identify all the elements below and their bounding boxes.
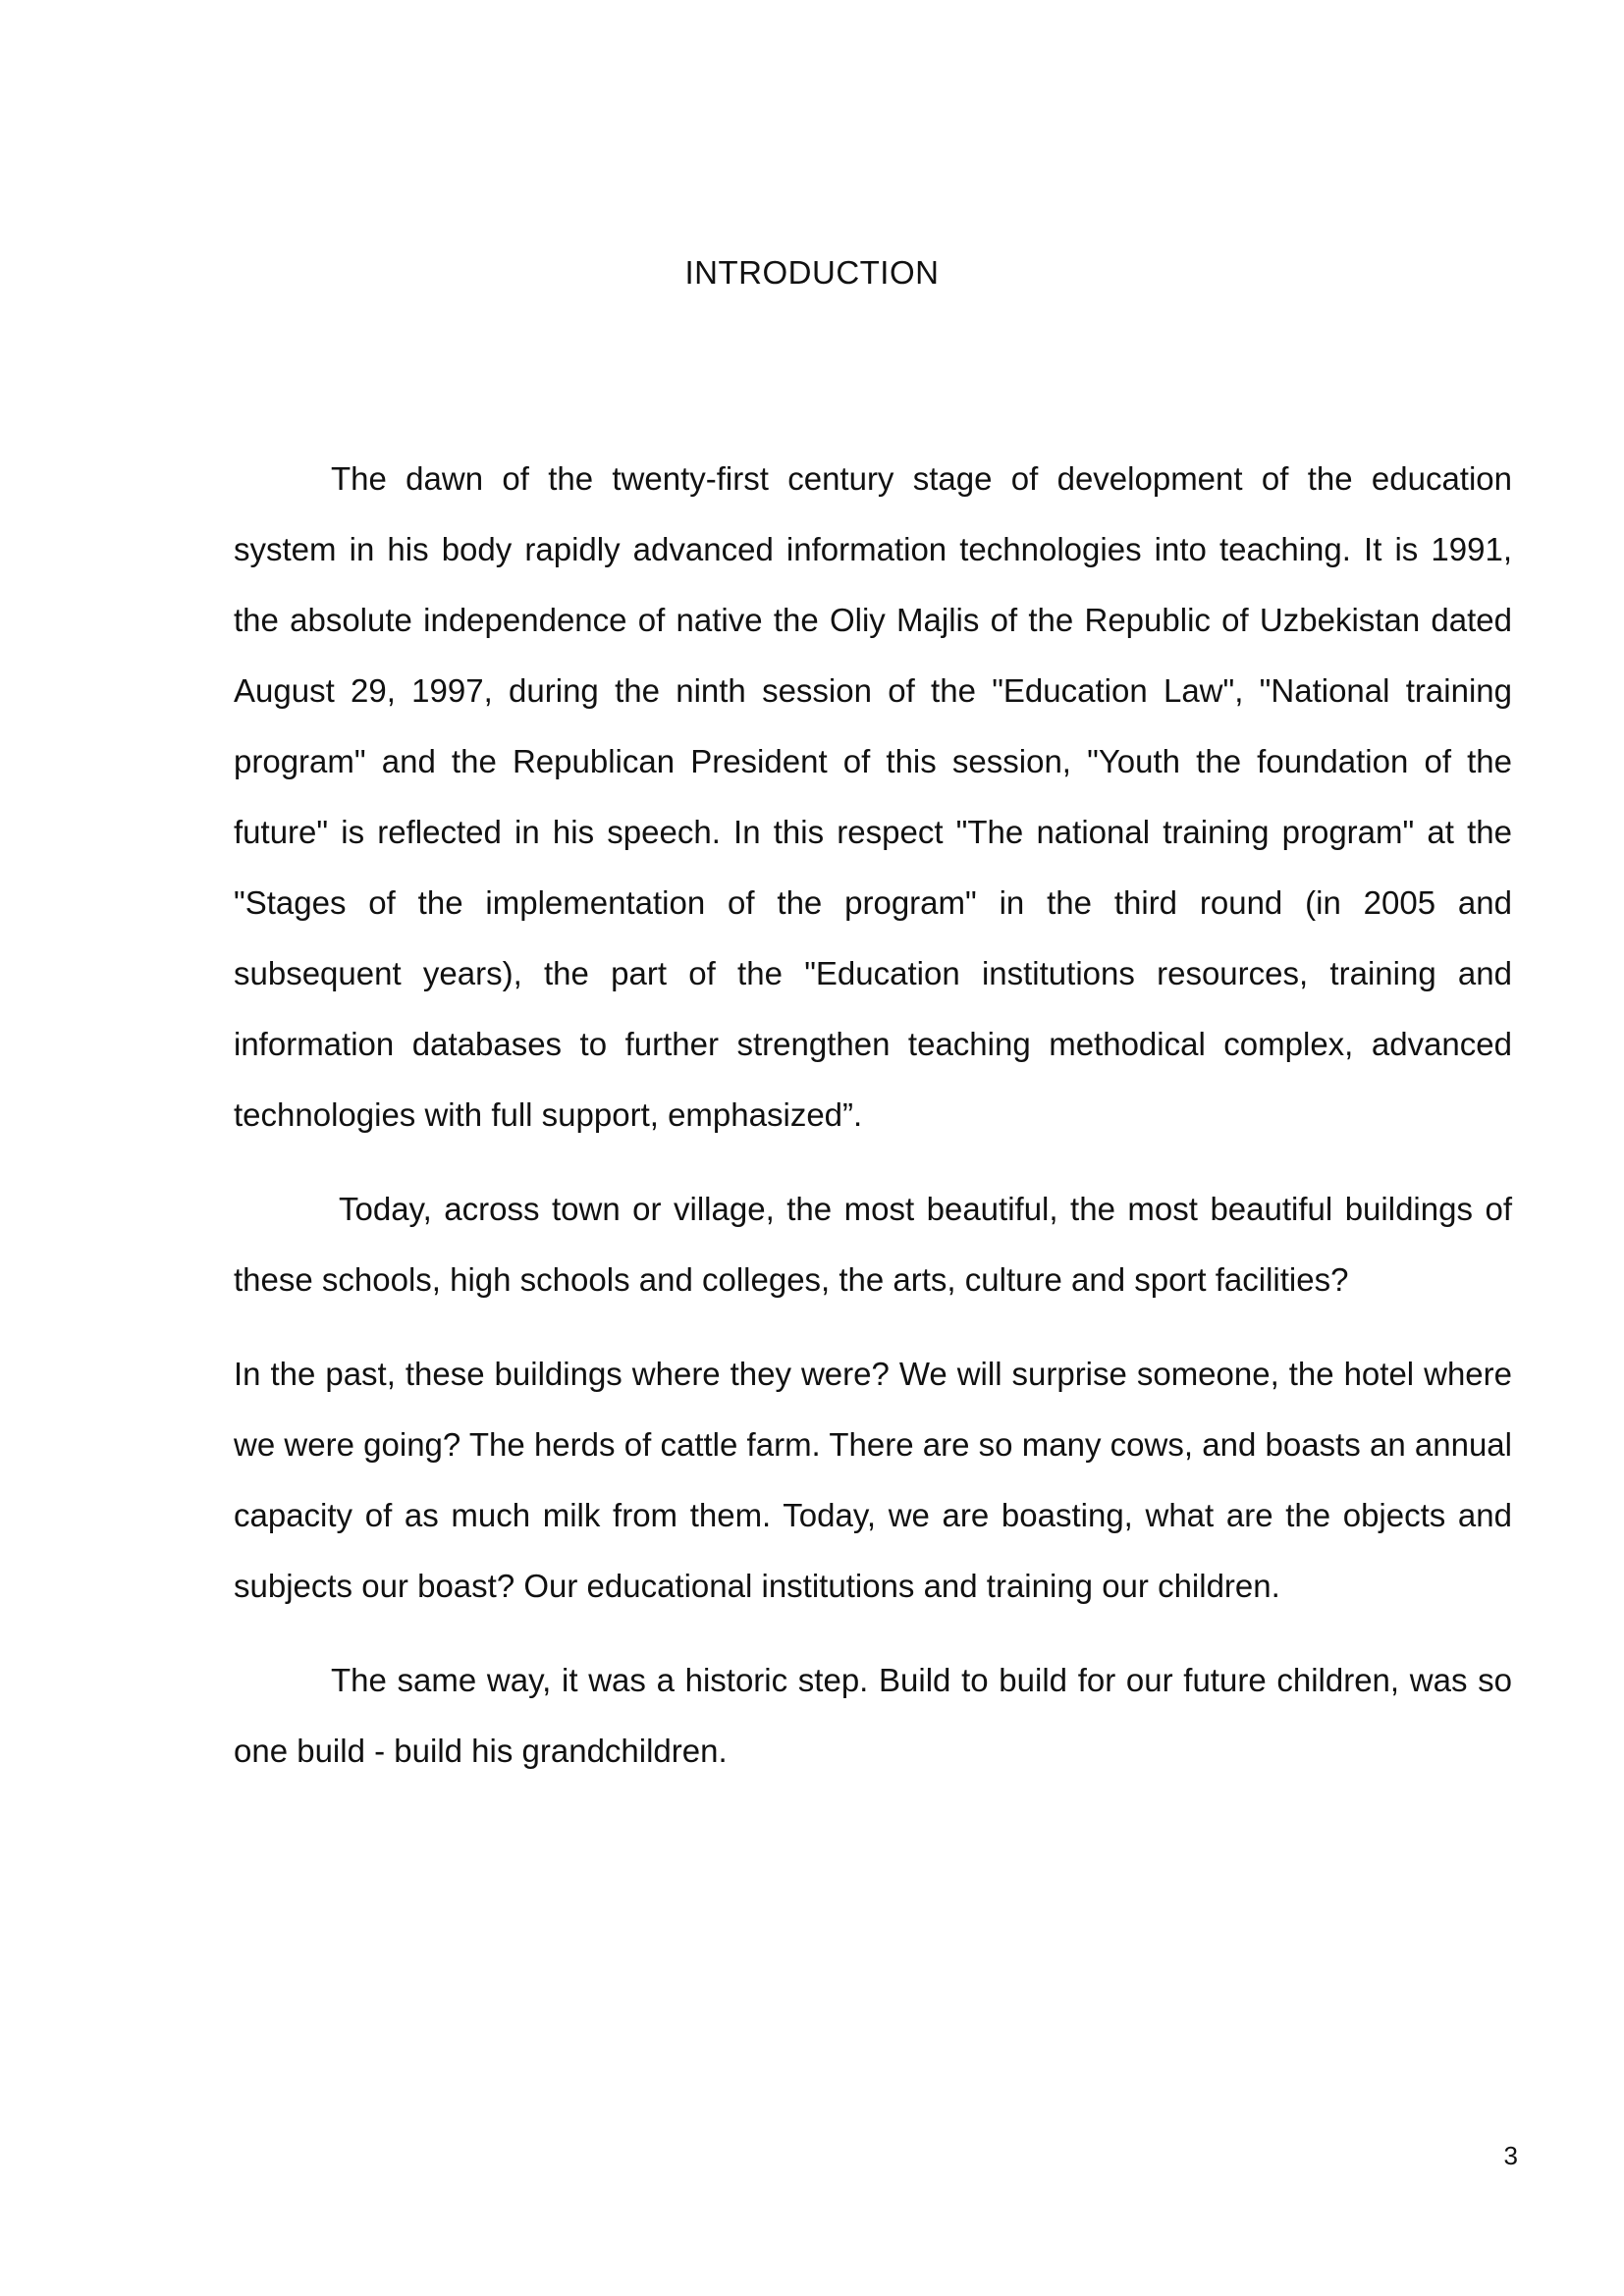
paragraph-3: In the past, these buildings where they were? We will surprise someone, the hotel where we were going? The herds of cattle farm. There are so many cows, and boasts an annual capacity of as much milk from them. Today, we are boasting, what are the objects and subjects our boast? Our educational institutions and training our children. [234, 1356, 1512, 1604]
page-number: 3 [1503, 2141, 1518, 2170]
body-text [234, 444, 1512, 1810]
paragraph-2: Today, across town or village, the most beautiful, the most beautiful buildings of these schools, high schools and colleges, the arts, culture and sport facilities? [234, 1191, 1512, 1298]
page-title: INTRODUCTION [684, 254, 940, 291]
paragraph-1: The dawn of the twenty-first century stage of development of the education system in his body rapidly advanced information technologies into teaching. It is 1991, the absolute independence of native the Oliy Majlis of the Republic of Uzbekistan dated August 29, 1997, during the ninth session of the "Education Law", "National training program" and the Republican President of this session, "Youth the foundation of the future" is reflected in his speech. In this respect "The national training program" at the "Stages of the implementation of the program" in the third round (in 2005 and subsequent years), the part of the "Education institutions resources, training and information databases to further strengthen teaching methodical complex, advanced technologies with full support, emphasized”. [234, 460, 1512, 1133]
paragraph-4: The same way, it was a historic step. Build to build for our future children, was so one build - build his grandchildren. [234, 1662, 1512, 1769]
